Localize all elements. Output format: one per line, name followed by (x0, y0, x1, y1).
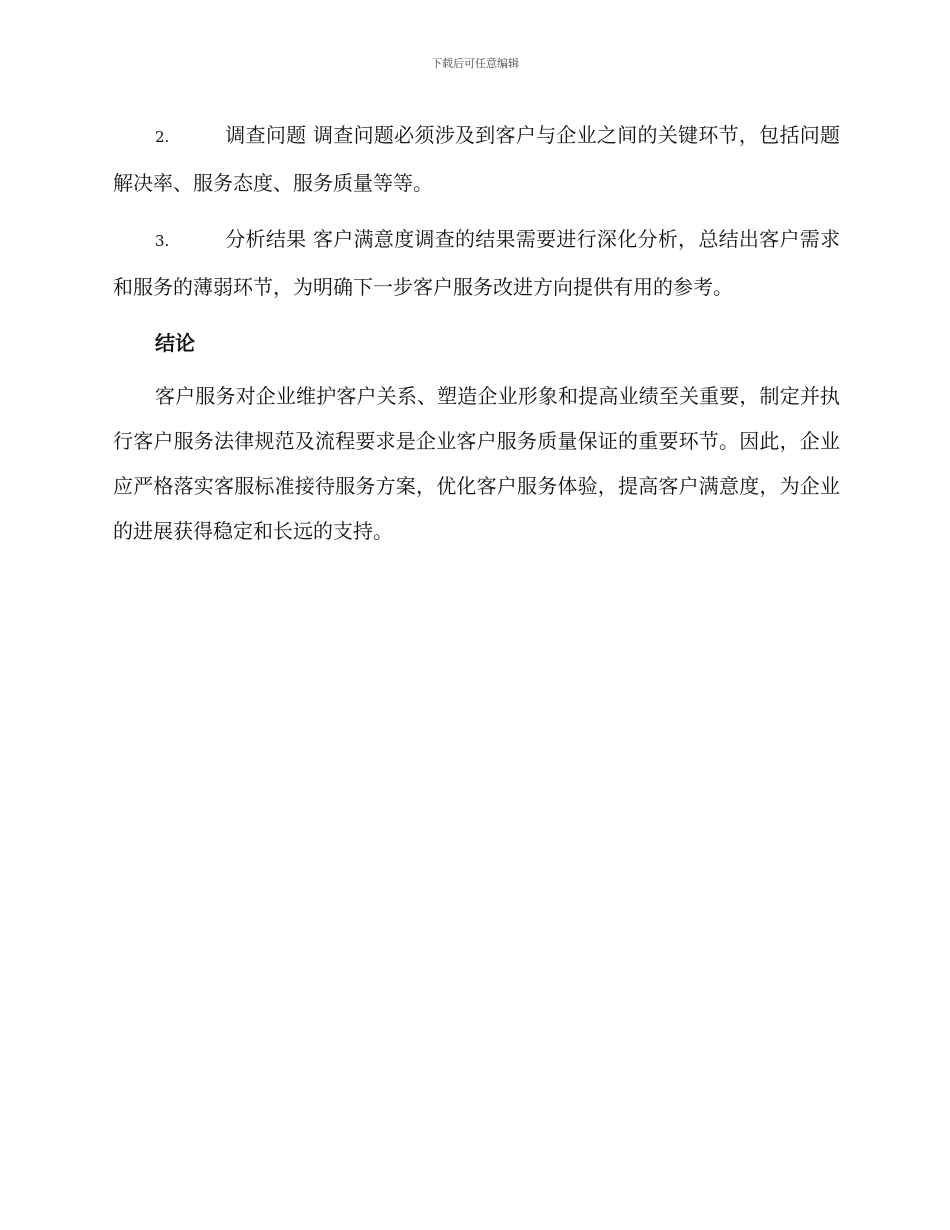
list-item-number: 2. (155, 128, 170, 146)
list-item-text: 调查问题 调查问题必须涉及到客户与企业之间的关键环节，包括问题解决率、服务态度、服务质量等等。 (113, 123, 840, 195)
conclusion-paragraph: 客户服务对企业维护客户关系、塑造企业形象和提高业绩至关重要，制定并执行客户服务法律规范及流程要求是企业客户服务质量保证的重要环节。因此，企业应严格落实客服标准接待服务方案，优化客户服务体验，提高客户满意度，为企业的进展获得稳定和长远的支持。 (113, 384, 840, 543)
document-body (113, 112, 840, 554)
section-heading-conclusion: 结论 (155, 331, 195, 355)
list-item (113, 216, 840, 310)
list-item-number: 3. (155, 232, 170, 250)
list-item (113, 112, 840, 206)
list-item-text: 分析结果 客户满意度调查的结果需要进行深化分析，总结出客户需求和服务的薄弱环节，为明确下一步客户服务改进方向提供有用的参考。 (113, 227, 840, 299)
page-header: 下载后可任意编辑 (431, 57, 519, 70)
